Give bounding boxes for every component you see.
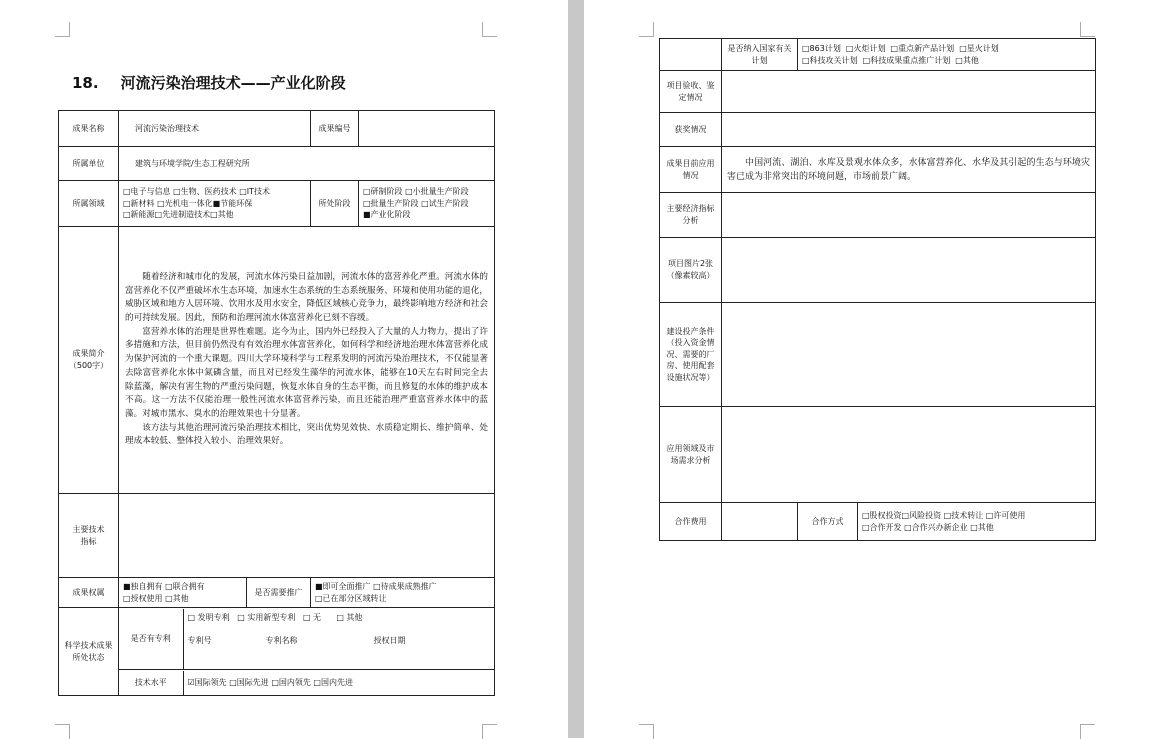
crop-mark — [482, 724, 497, 739]
row-app — [660, 147, 1096, 193]
plan-option-line: □863计划 □火炬计划 □重点新产品计划 □星火计划 — [802, 43, 999, 53]
label-tech-line2: 指标 — [80, 536, 97, 546]
page-gutter — [568, 0, 584, 738]
promo-options — [311, 578, 495, 608]
label-econ: 主要经济指标分析 — [660, 193, 722, 238]
crop-mark — [639, 724, 654, 739]
label-plan: 是否纳入国家有关计划 — [722, 39, 798, 71]
value-images — [722, 238, 1096, 303]
intro-text — [119, 227, 495, 494]
patent-detail — [183, 609, 494, 669]
level-cell — [119, 670, 495, 696]
achievement-form-table — [58, 110, 495, 696]
value-market — [722, 407, 1096, 503]
row-plan — [660, 39, 1096, 71]
app-paragraph: 中国河流、湖泊、水库及景观水体众多，水体富营养化、水华及其引起的生态与环境灾害已成为非常突出的环境问题，市场前景广阔。 — [727, 157, 1091, 182]
label-cond: 建设投产条件（投入资金情况、需要的厂房、使用配套设施状况等） — [660, 303, 722, 407]
stage-option-line: □批量生产阶段 □试生产阶段 — [363, 198, 469, 208]
patent-columns — [188, 635, 491, 647]
plan-option-line: □科技攻关计划 □科技成果重点推广计划 □其他 — [802, 55, 979, 65]
coop-mode-options — [858, 503, 1096, 541]
col-patent-date: 授权日期 — [373, 636, 406, 646]
stage-option-line: □研制阶段 □小批量生产阶段 — [363, 187, 469, 197]
crop-mark — [1080, 22, 1095, 37]
label-app: 成果目前应用情况 — [660, 147, 722, 193]
label-has-patent: 是否有专利 — [119, 609, 183, 669]
crop-mark — [55, 22, 70, 37]
stage-options — [359, 181, 495, 227]
value-award — [722, 113, 1096, 147]
row-name — [59, 111, 495, 147]
intro-paragraph: 富营养水体的治理是世界性难题。迄今为止，国内外已经投入了大量的人力物力，提出了许多措施和方法，但目前仍然没有有效治理水体富营养化，如何科学和经济地治理水体富营养化成为保护河流的一个重大课题。四川大学环境科学与工程系发明的河流污染治理技术，不仅能显著去除富营养化水体中氮磷含量，而且对已经发生藻华的河流水体，能够在10天左右时间完全去除蓝藻，解决有害生物的严重污染问题，恢复水体自身的生态平衡，而且修复的水体的维护成本不高。这一方法不仅能治理一般性河流水体富营养污染，而且还能治理严重富营养水体中的蓝藻。对城市黑水、臭水的治理效果也十分显著。 — [125, 326, 488, 419]
row-coop — [660, 503, 1096, 541]
page-title — [72, 72, 346, 93]
label-intro — [59, 227, 119, 494]
rights-options — [119, 578, 247, 608]
label-field: 所属领域 — [59, 181, 119, 227]
label-level: 技术水平 — [119, 671, 183, 695]
row-field — [59, 181, 495, 227]
label-coop-mode: 合作方式 — [798, 503, 858, 541]
row-market — [660, 407, 1096, 503]
value-unit: 建筑与环境学院/生态工程研究所 — [119, 147, 495, 181]
crop-mark — [639, 22, 654, 37]
label-status: 科学技术成果所处状态 — [59, 608, 119, 696]
row-cond — [660, 303, 1096, 407]
plan-empty — [660, 39, 722, 71]
row-intro — [59, 227, 495, 494]
row-accept — [660, 71, 1096, 113]
value-app — [722, 147, 1096, 193]
value-coop-fee — [722, 503, 798, 541]
value-accept — [722, 71, 1096, 113]
row-award — [660, 113, 1096, 147]
label-accept: 项目验收、鉴定情况 — [660, 71, 722, 113]
row-images — [660, 238, 1096, 303]
level-subrow — [119, 671, 494, 695]
row-patent — [59, 608, 495, 670]
title-text: 河流污染治理技术——产业化阶段 — [120, 74, 346, 92]
coop-mode-line: □股权投资□风险投资 □技术转让 □许可使用 — [862, 510, 1026, 520]
rights-option-line: ■独自拥有 □联合拥有 — [123, 581, 205, 591]
row-econ — [660, 193, 1096, 238]
title-number: 18. — [72, 74, 99, 92]
stage-option-line: ■产业化阶段 — [363, 210, 411, 220]
col-patent-no: 专利号 — [187, 636, 212, 646]
patent-subtable — [119, 609, 494, 669]
label-id: 成果编号 — [311, 111, 359, 147]
label-tech — [59, 494, 119, 578]
plan-options — [798, 39, 1096, 71]
row-rights — [59, 578, 495, 608]
document-page-left — [0, 0, 568, 738]
promo-option-line: □已在部分区域转让 — [315, 593, 387, 603]
document-page-right — [584, 0, 1157, 738]
crop-mark — [55, 724, 70, 739]
value-tech — [119, 494, 495, 578]
label-intro-line2: （500字） — [68, 361, 109, 370]
achievement-form-table-continued — [659, 38, 1096, 541]
value-econ — [722, 193, 1096, 238]
row-tech — [59, 494, 495, 578]
patent-subrow — [119, 609, 494, 669]
field-option-line: □新材料 □光机电一体化■节能环保 — [123, 198, 253, 208]
label-tech-line1: 主要技术 — [72, 524, 105, 534]
intro-paragraph: 随着经济和城市化的发展，河流水体污染日益加剧，河流水体的富营养化严重。河流水体的富营养化不仅严重破坏水生态环境，加速水生态系统的生态系统服务、环境和使用功能的退化，威胁区域和地方人居环境、饮用水及用水安全，降低区域核心竞争力，最终影响地方经济和社会的可持续发展。因此，预防和治理河流水体富营养化已刻不容缓。 — [125, 271, 488, 324]
level-options: ☑国际领先 □国际先进 □国内领先 □国内先进 — [187, 677, 353, 687]
label-award: 获奖情况 — [660, 113, 722, 147]
value-id — [359, 111, 495, 147]
coop-mode-line: □合作开发 □合作兴办新企业 □其他 — [862, 522, 994, 532]
field-option-line: □电子与信息 □生物、医药技术 □IT技术 — [123, 187, 271, 197]
label-rights: 成果权属 — [59, 578, 119, 608]
label-promo: 是否需要推广 — [247, 578, 311, 608]
crop-mark — [482, 22, 497, 37]
label-images: 项目图片2张（像素较高） — [660, 238, 722, 303]
crop-mark — [1080, 724, 1095, 739]
level-subtable — [119, 671, 494, 695]
label-stage: 所处阶段 — [311, 181, 359, 227]
col-patent-name: 专利名称 — [265, 636, 298, 646]
row-level — [59, 670, 495, 696]
rights-option-line: □授权使用 □其他 — [123, 593, 189, 603]
field-option-line: □新能源□先进制造技术□其他 — [123, 210, 234, 220]
field-options — [119, 181, 311, 227]
value-cond — [722, 303, 1096, 407]
patent-types: □ 发明专利 □ 实用新型专利 □ 无 □ 其他 — [187, 612, 363, 622]
label-name: 成果名称 — [59, 111, 119, 147]
value-name: 河流污染治理技术 — [119, 111, 311, 147]
label-intro-line1: 成果简介 — [72, 349, 105, 359]
label-unit: 所属单位 — [59, 147, 119, 181]
label-coop-fee: 合作费用 — [660, 503, 722, 541]
label-market: 应用领域及市场需求分析 — [660, 407, 722, 503]
patent-cell — [119, 608, 495, 670]
row-unit — [59, 147, 495, 181]
promo-option-line: ■即可全面推广 □待成果成熟推广 — [315, 581, 437, 591]
intro-paragraph: 该方法与其他治理河流污染治理技术相比，突出优势见效快、水质稳定期长、维护简单、处理成本较低、整体投入较小、治理效果好。 — [125, 422, 488, 447]
